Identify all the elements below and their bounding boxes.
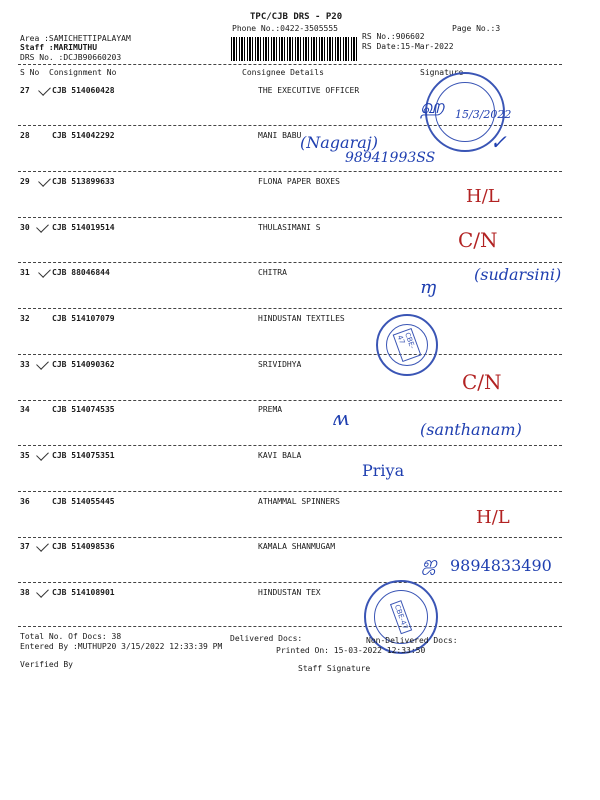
row-consignment: CJB 514098536 [52,542,115,551]
header-divider [18,64,562,65]
row-consignee: CHITRA [258,268,287,277]
row-divider [18,491,562,492]
signature-r28: ✓ [490,130,507,154]
tick-mark [36,357,49,370]
handwriting-r34-name: (santhanam) [420,420,522,439]
row-divider [18,308,562,309]
tick-mark [36,448,49,461]
row-consignment: CJB 513899633 [52,177,115,186]
col-consignee: Consignee Details [242,68,324,77]
handwriting-r29-note: H/L [466,186,500,207]
tick-mark [38,174,51,187]
col-signature: Signature [420,68,464,77]
row-consignee: KAMALA SHANMUGAM [258,542,336,551]
non-delivered-docs: Non-Delivered Docs: [366,636,458,645]
signature-r27: ஹ [420,94,445,118]
tick-mark [36,539,49,552]
delivered-docs: Delivered Docs: [230,634,303,643]
row-consignee: THULASIMANI S [258,223,321,232]
stamp-code: CBE-47 [390,600,412,634]
row-sno: 37 [20,542,30,551]
signature-r31: ɱ [420,277,438,298]
row-consignee: KAVI BALA [258,451,302,460]
row-divider [18,537,562,538]
entered-by: Entered By :MUTHUP20 3/15/2022 12:33:39 PM [20,642,223,651]
row-consignee: HINDUSTAN TEX [258,588,321,597]
row-consignee: HINDUSTAN TEXTILES [258,314,345,323]
drs-number: DRS No. :DCJB90660203 [20,53,122,62]
total-docs: Total No. Of Docs: 38 [20,632,122,641]
rs-number: RS No.:906602 [362,32,425,41]
row-consignee: THE EXECUTIVE OFFICER [258,86,360,95]
row-divider [18,582,562,583]
handwriting-r30-note: C/N [458,228,498,252]
handwriting-r28-phone: 98941993SS [345,150,436,166]
row-sno: 28 [20,131,30,140]
row-consignee: ATHAMMAL SPINNERS [258,497,340,506]
row-divider [18,171,562,172]
staff-label: Staff :MARIMUTHU [20,43,98,52]
row-sno: 27 [20,86,30,95]
row-sno: 32 [20,314,30,323]
handwriting-r36-note: H/L [476,507,510,528]
row-sno: 34 [20,405,30,414]
row-consignment: CJB 514019514 [52,223,115,232]
tick-mark [36,220,49,233]
document-title: TPC/CJB DRS - P20 [250,12,343,22]
handwriting-r33-note: C/N [462,370,502,394]
handwriting-r31-name: (sudarsini) [474,265,562,284]
rs-date: RS Date:15-Mar-2022 [362,42,454,51]
row-divider [18,626,562,627]
row-consignee: FLONA PAPER BOXES [258,177,340,186]
tick-mark [36,585,49,598]
row-consignment: CJB 514055445 [52,497,115,506]
row-consignee: PREMA [258,405,283,414]
col-sno: S No [20,68,40,77]
tick-mark [38,265,51,278]
page-number: Page No.:3 [452,24,501,33]
col-consignment: Consignment No [49,68,117,77]
area-label: Area :SAMICHETTIPALAYAM [20,34,131,43]
row-consignee: MANI BABU [258,131,302,140]
row-consignment: CJB 514042292 [52,131,115,140]
staff-signature: Staff Signature [298,664,371,673]
row-consignment: CJB 514107079 [52,314,115,323]
row-divider [18,400,562,401]
phone-number: Phone No.:0422-3505555 [232,24,338,33]
verified-by: Verified By [20,660,73,669]
signature-r34: ʍ [332,406,350,430]
row-divider [18,354,562,355]
hindustan-stamp [376,314,438,376]
row-sno: 30 [20,223,30,232]
signature-r37: ஜ [422,553,438,574]
row-consignment: CJB 514075351 [52,451,115,460]
row-sno: 38 [20,588,30,597]
row-sno: 36 [20,497,30,506]
tick-mark [38,83,51,96]
barcode [231,37,358,61]
row-sno: 29 [20,177,30,186]
date-r27: 15/3/2022 [455,108,512,121]
row-divider [18,445,562,446]
handwriting-r35-name: Priya [362,461,405,480]
row-sno: 35 [20,451,30,460]
row-consignment: CJB 88046844 [52,268,110,277]
printed-on: Printed On: 15-03-2022 12:33:50 [276,646,426,655]
row-consignment: CJB 514108901 [52,588,115,597]
row-consignment: CJB 514060428 [52,86,115,95]
row-consignee: SRIVIDHYA [258,360,302,369]
row-divider [18,217,562,218]
stamp-code: CBE-47 [393,328,422,362]
row-divider [18,262,562,263]
row-consignment: CJB 514074535 [52,405,115,414]
handwriting-r28-name: (Nagaraj) [300,133,378,152]
handwriting-r37-phone: 9894833490 [450,556,552,575]
row-sno: 31 [20,268,30,277]
row-sno: 33 [20,360,30,369]
row-consignment: CJB 514090362 [52,360,115,369]
